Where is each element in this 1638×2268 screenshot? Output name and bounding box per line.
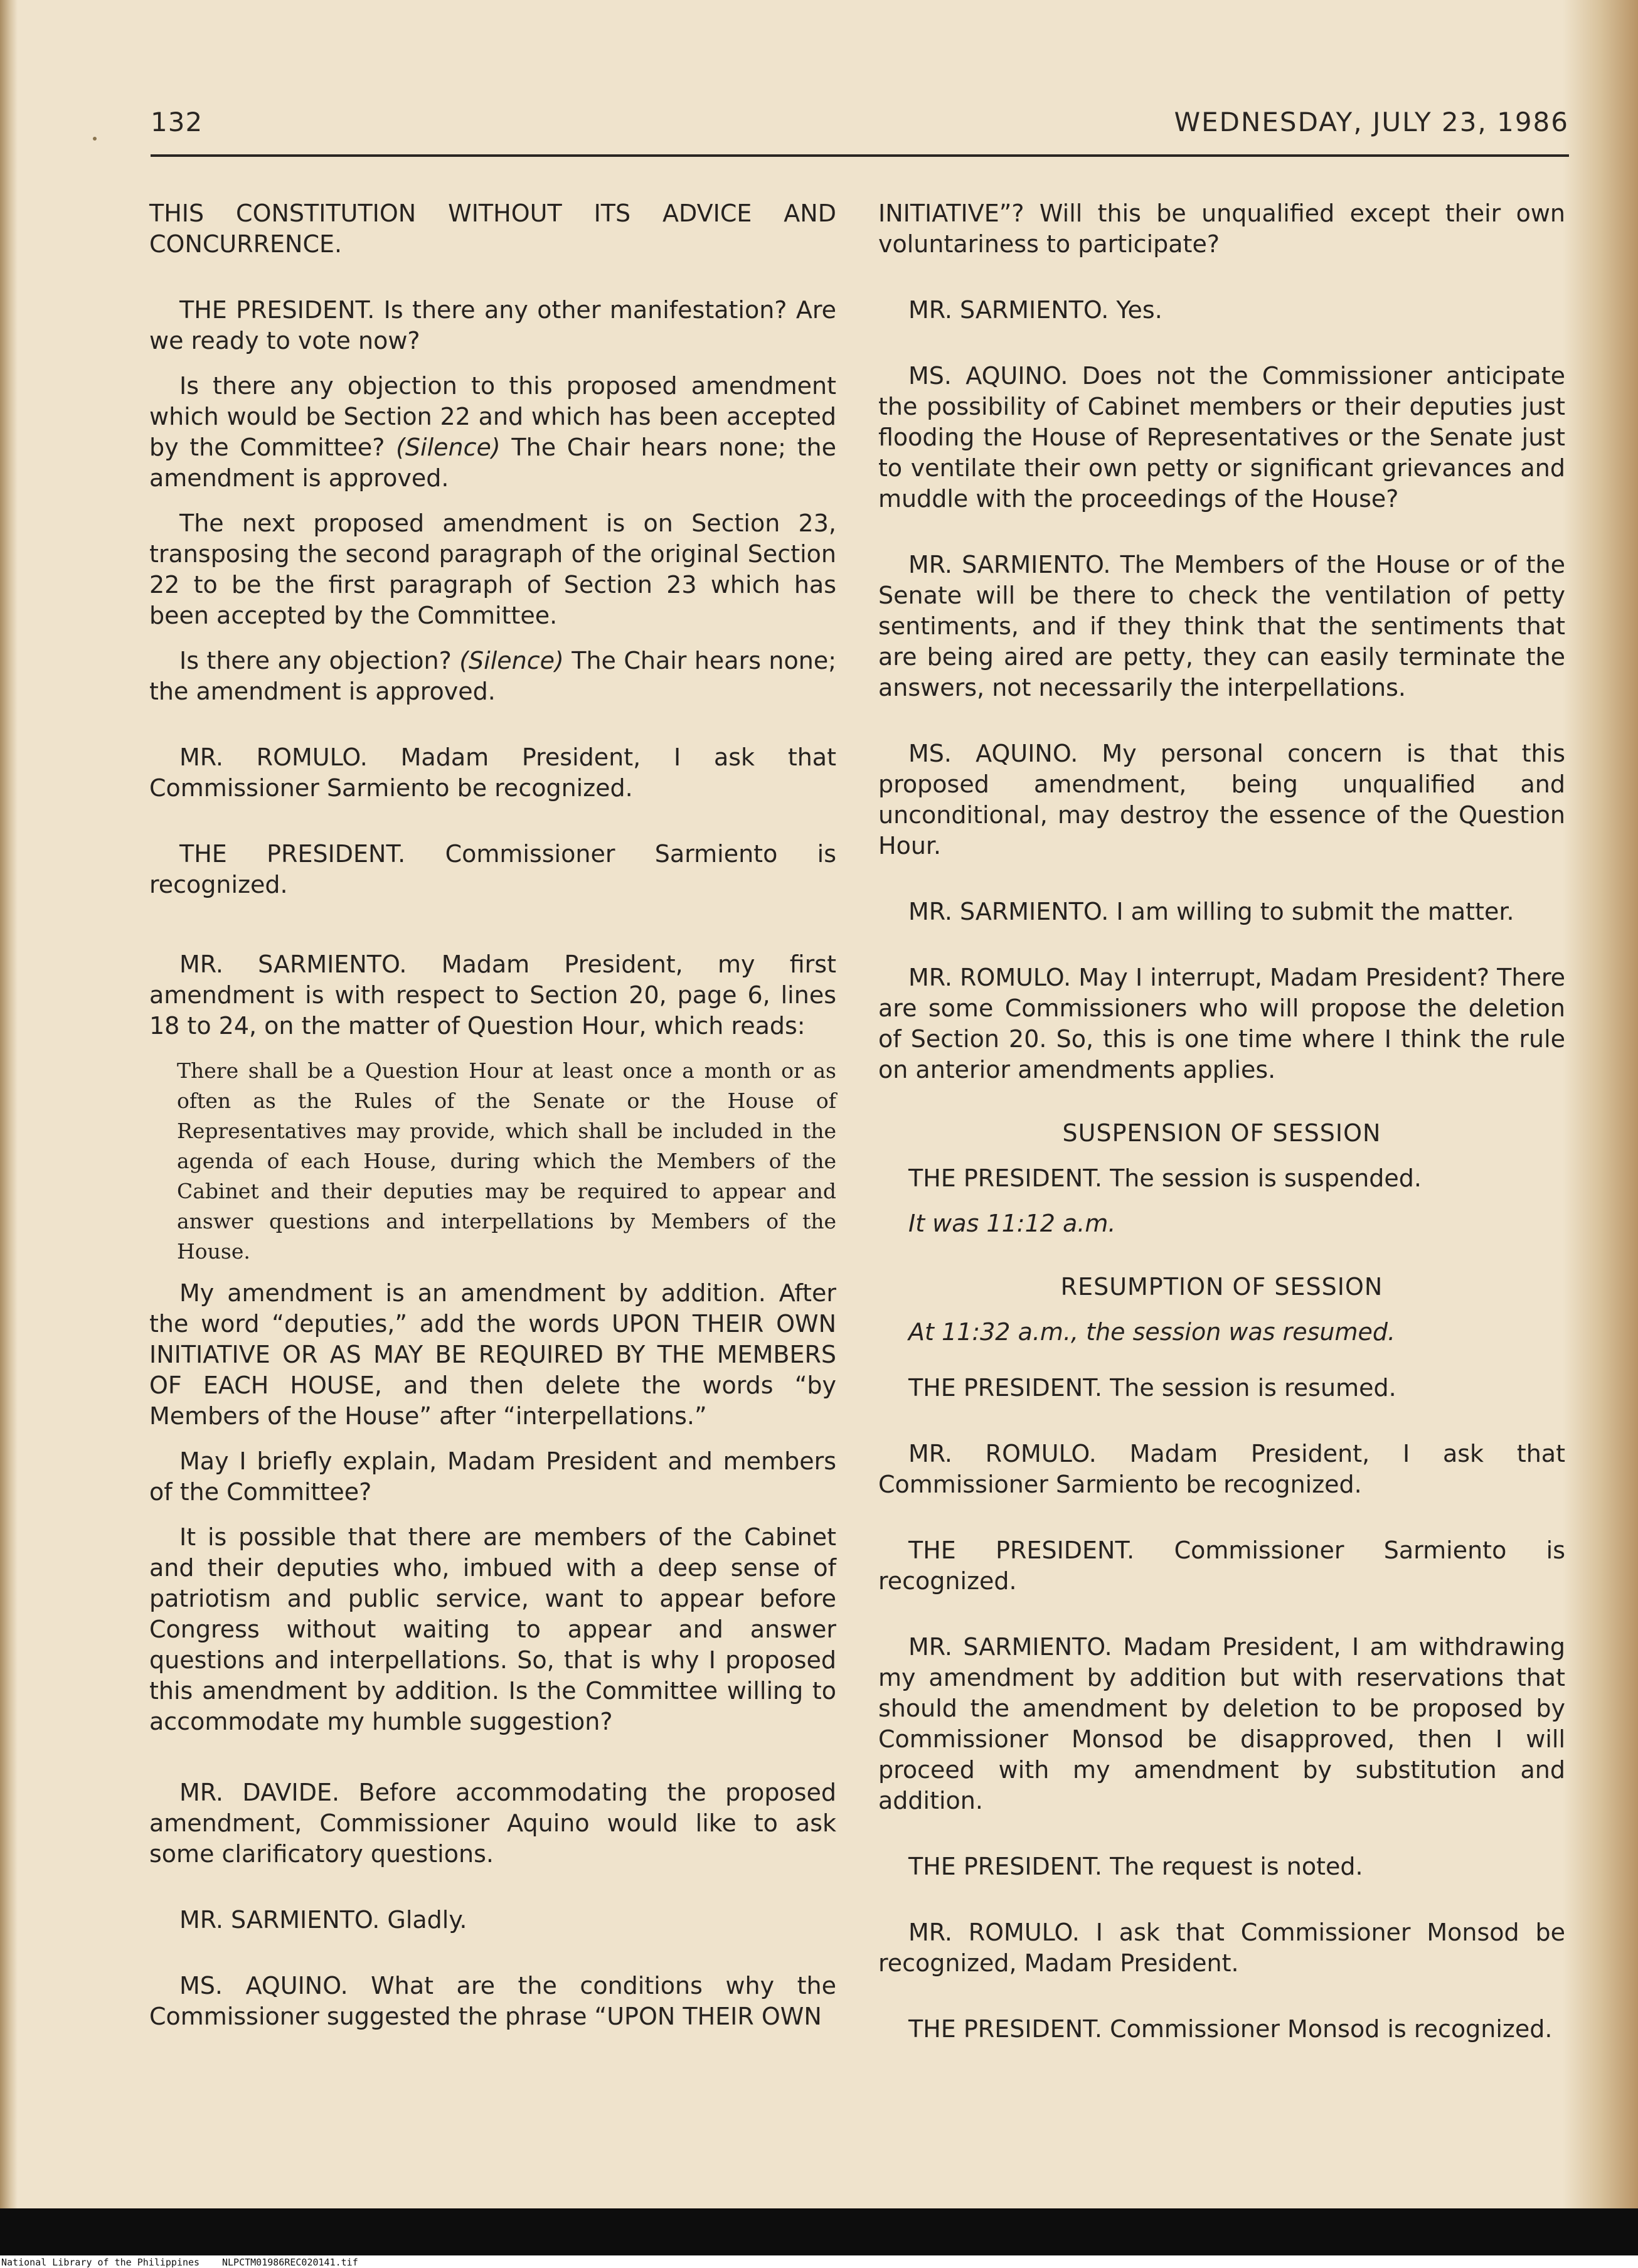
header-date: WEDNESDAY, JULY 23, 1986 [1174,107,1569,137]
paragraph: MS. AQUINO. My personal concern is that this proposed amendment, being unqualified and unconditional, may destroy the essence of the Question Hour. [878,740,1565,860]
paragraph: THE PRESIDENT. The session is suspended. [908,1164,1422,1192]
time-note: At 11:32 a.m., the session was resumed. [908,1318,1396,1346]
paragraph: THE PRESIDENT. The session is resumed. [908,1374,1396,1402]
paragraph: THIS CONSTITUTION WITHOUT ITS ADVICE AND CONCURRENCE. [149,200,836,258]
paragraph: MS. AQUINO. Does not the Commissioner anticipate the possibility of Cabinet members or their deputies just flooding the House of Representatives or the Senate just to ventilate their own petty or significant grievances and muddle with the proceedings of the House? [878,362,1565,513]
page-right-edge [1563,0,1638,2208]
paragraph: MR. ROMULO. Madam President, I ask that Commissioner Sarmiento be recognized. [149,743,836,802]
paragraph: MR. ROMULO. May I interrupt, Madam President? There are some Commissioners who will propose the deletion of Section 20. So, this is one time where I think the rule on anterior amendments applies. [878,964,1565,1083]
paragraph: MR. DAVIDE. Before accommodating the proposed amendment, Commissioner Aquino would like to ask some clarificatory questions. [149,1779,836,1868]
paragraph: MR. ROMULO. Madam President, I ask that Commissioner Sarmiento be recognized. [878,1440,1565,1498]
paragraph: THE PRESIDENT. Commissioner Sarmiento is recognized. [149,840,836,898]
paragraph: The next proposed amendment is on Section 23, transposing the second paragraph of the original Section 22 to be the first paragraph of Section 23 which has been accepted by the Committee. [149,509,836,629]
paragraph: INITIATIVE”? Will this be unqualified except their own voluntariness to participate? [878,200,1565,258]
paragraph: MR. ROMULO. I ask that Commissioner Monsod be recognized, Madam President. [878,1919,1565,1977]
paragraph: THE PRESIDENT. The request is noted. [908,1853,1363,1880]
paragraph: It is possible that there are members of the Cabinet and their deputies who, imbued with a deep sense of patriotism and public service, want to appear before Congress without waiting to appear and answer questions and interpellations. So, that is why I proposed this amendment by addition. Is the Committee willing to accommodate my humble suggestion? [149,1523,836,1735]
paragraph: THE PRESIDENT. Is there any other manifestation? Are we ready to vote now? [149,296,836,354]
footer-filename: NLPCTM01986REC020141.tif [222,2257,358,2268]
page-number: 132 [151,107,203,137]
paragraph: May I briefly explain, Madam President and members of the Committee? [149,1447,836,1506]
text-run: Is there any objection to this proposed amendment which would be Section 22 and which has been accepted by the Committee? [149,372,836,461]
paragraph: MR. SARMIENTO. Yes. [908,296,1162,324]
paragraph: MR. SARMIENTO. Madam President, my first amendment is with respect to Section 20, page 6, lines 18 to 24, on the matter of Question Hour, which reads: [149,950,836,1040]
text-run: The Chair hears none; the amendment is approved. [149,647,836,705]
right-column [878,198,1565,2059]
left-column [149,198,836,2047]
silence-note: (Silence) [396,434,501,461]
page-header [151,104,1569,157]
paragraph: MR. SARMIENTO. I am willing to submit the matter. [908,898,1514,925]
silence-note: (Silence) [459,647,564,674]
quoted-section: There shall be a Question Hour at least once a month or as often as the Rules of the Senate or the House of Representatives may provide, which shall be included in the agenda of each House, during which the Members of the Cabinet and their deputies may be required to appear and answer questions and interpellations by Members of the House. [177,1058,836,1264]
section-heading: RESUMPTION OF SESSION [1060,1273,1383,1301]
paragraph: THE PRESIDENT. Commissioner Monsod is recognized. [908,2015,1553,2043]
paragraph: MS. AQUINO. What are the conditions why the Commissioner suggested the phrase “UPON THEIR OWN [149,1972,836,2030]
time-note: It was 11:12 a.m. [908,1210,1116,1237]
page-mark [93,137,97,141]
paragraph: My amendment is an amendment by addition. After the word “deputies,” add the words UPON THEIR OWN INITIATIVE OR AS MAY BE REQUIRED BY THE MEMBERS OF EACH HOUSE, and then delete the words “by Members of the House” after “interpellations.” [149,1279,836,1430]
page-left-edge [0,0,18,2208]
paragraph: THE PRESIDENT. Commissioner Sarmiento is recognized. [878,1536,1565,1595]
paragraph: MR. SARMIENTO. The Members of the House or of the Senate will be there to check the ventilation of petty sentiments, and if they think that the sentiments that are being aired are petty, they can easily terminate the answers, not necessarily the interpellations. [878,551,1565,701]
paragraph [149,646,836,707]
scan-bottom-bar [0,2208,1638,2255]
section-heading: SUSPENSION OF SESSION [1062,1119,1381,1147]
text-run: Is there any objection? [179,647,460,674]
paragraph: MR. SARMIENTO. Madam President, I am withdrawing my amendment by addition but with reservations that should the amendment by deletion to be proposed by Commissioner Monsod be disapproved, then I will proceed with my amendment by substitution and addition. [878,1633,1565,1814]
paragraph [149,371,836,494]
text-run: The Chair hears none; the amendment is approved. [149,434,836,492]
paragraph: MR. SARMIENTO. Gladly. [179,1906,467,1934]
footer-library: National Library of the Philippines [1,2257,200,2268]
